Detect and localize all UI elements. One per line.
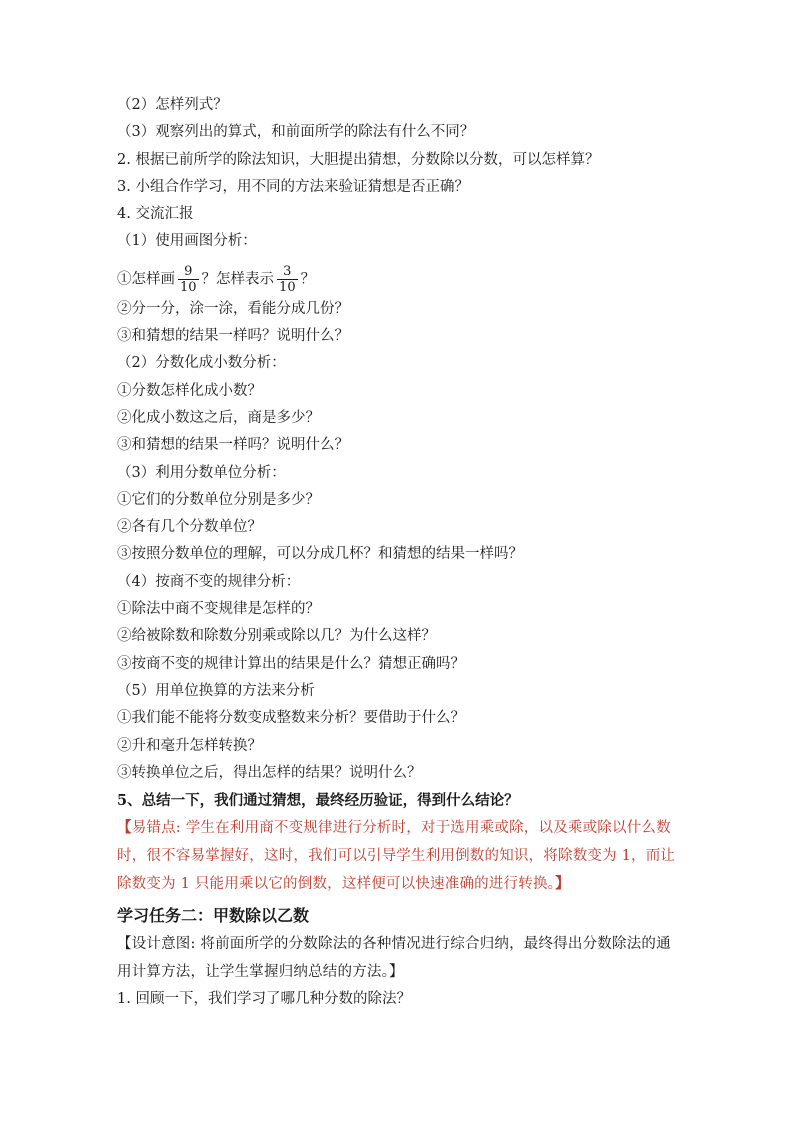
text-line: ①它们的分数单位分别是多少？ bbox=[117, 491, 320, 508]
document-body bbox=[117, 92, 677, 1013]
fraction-denominator: 10 bbox=[279, 279, 296, 295]
fraction-denominator: 10 bbox=[180, 279, 197, 295]
error-note-body: 学生在利用商不变规律进行分析时，对于选用乘或除，以及乘或除以什么数时，很不容易掌握好，这时，我们可以引导学生利用倒数的知识，将除数变为 1，而让除数变为 1 只能用乘以它的倒数，这样便可以快速准确的进行转换。 bbox=[117, 820, 676, 893]
text-line: （1）使用画图分析： bbox=[117, 233, 257, 250]
text-line: （3）利用分数单位分析： bbox=[117, 464, 286, 481]
text-line: （2）怎样列式？ bbox=[117, 97, 228, 113]
fraction-line-middle: ？怎样表示 bbox=[201, 271, 275, 288]
error-note-close-bracket: 】 bbox=[555, 875, 570, 893]
fraction-nine-tenths bbox=[178, 264, 199, 295]
text-line: （2）分数化成小数分析： bbox=[117, 355, 286, 372]
text-line: 3. 小组合作学习，用不同的方法来验证猜想是否正确？ bbox=[117, 178, 469, 195]
text-line: ①分数怎样化成小数？ bbox=[117, 382, 262, 399]
text-line: （5）用单位换算的方法来分析 bbox=[117, 682, 315, 699]
text-line: ②分一分，涂一涂，看能分成几份？ bbox=[117, 300, 349, 317]
text-line: ②给被除数和除数分别乘或除以几？为什么这样？ bbox=[117, 628, 436, 645]
text-line: ②化成小数这之后，商是多少？ bbox=[117, 409, 320, 426]
fraction-question-line bbox=[117, 256, 677, 296]
text-line: ③按商不变的规律计算出的结果是什么？猜想正确吗？ bbox=[117, 655, 465, 672]
fraction-line-prefix: ①怎样画 bbox=[117, 271, 175, 288]
summary-text: 、总结一下，我们通过猜想，最终经历验证，得到什么结论？ bbox=[127, 792, 519, 810]
error-note-open-bracket: 【 bbox=[117, 819, 132, 837]
text-line: ①除法中商不变规律是怎样的？ bbox=[117, 601, 320, 618]
design-note-paragraph: 【设计意图: 将前面所学的分数除法的各种情况进行综合归纳，最终得出分数除法的通用计算方法，让学生掌握归纳总结的方法。】 bbox=[117, 936, 671, 980]
text-line: ③和猜想的结果一样吗？说明什么？ bbox=[117, 437, 349, 454]
text-line: ①我们能不能将分数变成整数来分析？要借助于什么？ bbox=[117, 710, 465, 727]
fraction-numerator: 3 bbox=[283, 263, 292, 279]
task-heading: 学习任务二：甲数除以乙数 bbox=[117, 906, 310, 926]
summary-number: 5 bbox=[117, 792, 128, 810]
text-line: 2. 根据已前所学的除法知识，大胆提出猜想，分数除以分数，可以怎样算？ bbox=[117, 151, 600, 168]
text-line: ②升和毫升怎样转换？ bbox=[117, 737, 262, 754]
error-note-paragraph bbox=[117, 814, 677, 898]
text-line: ②各有几个分数单位？ bbox=[117, 519, 262, 536]
text-line: ③转换单位之后，得出怎样的结果？说明什么？ bbox=[117, 764, 422, 781]
text-line: ③按照分数单位的理解，可以分成几杯？和猜想的结果一样吗？ bbox=[117, 546, 523, 563]
fraction-numerator: 9 bbox=[184, 263, 193, 279]
summary-line bbox=[117, 787, 677, 814]
text-line: （4）按商不变的规律分析： bbox=[117, 573, 301, 590]
fraction-three-tenths bbox=[277, 264, 298, 295]
text-line: ③和猜想的结果一样吗？说明什么？ bbox=[117, 328, 349, 345]
text-line: （3）观察列出的算式，和前面所学的除法有什么不同？ bbox=[117, 124, 475, 141]
text-line: 1. 回顾一下，我们学习了哪几种分数的除法？ bbox=[117, 990, 411, 1007]
error-note-label: 易错点: bbox=[131, 820, 181, 837]
text-line: 4. 交流汇报 bbox=[117, 206, 194, 223]
fraction-line-suffix: ？ bbox=[300, 271, 316, 288]
